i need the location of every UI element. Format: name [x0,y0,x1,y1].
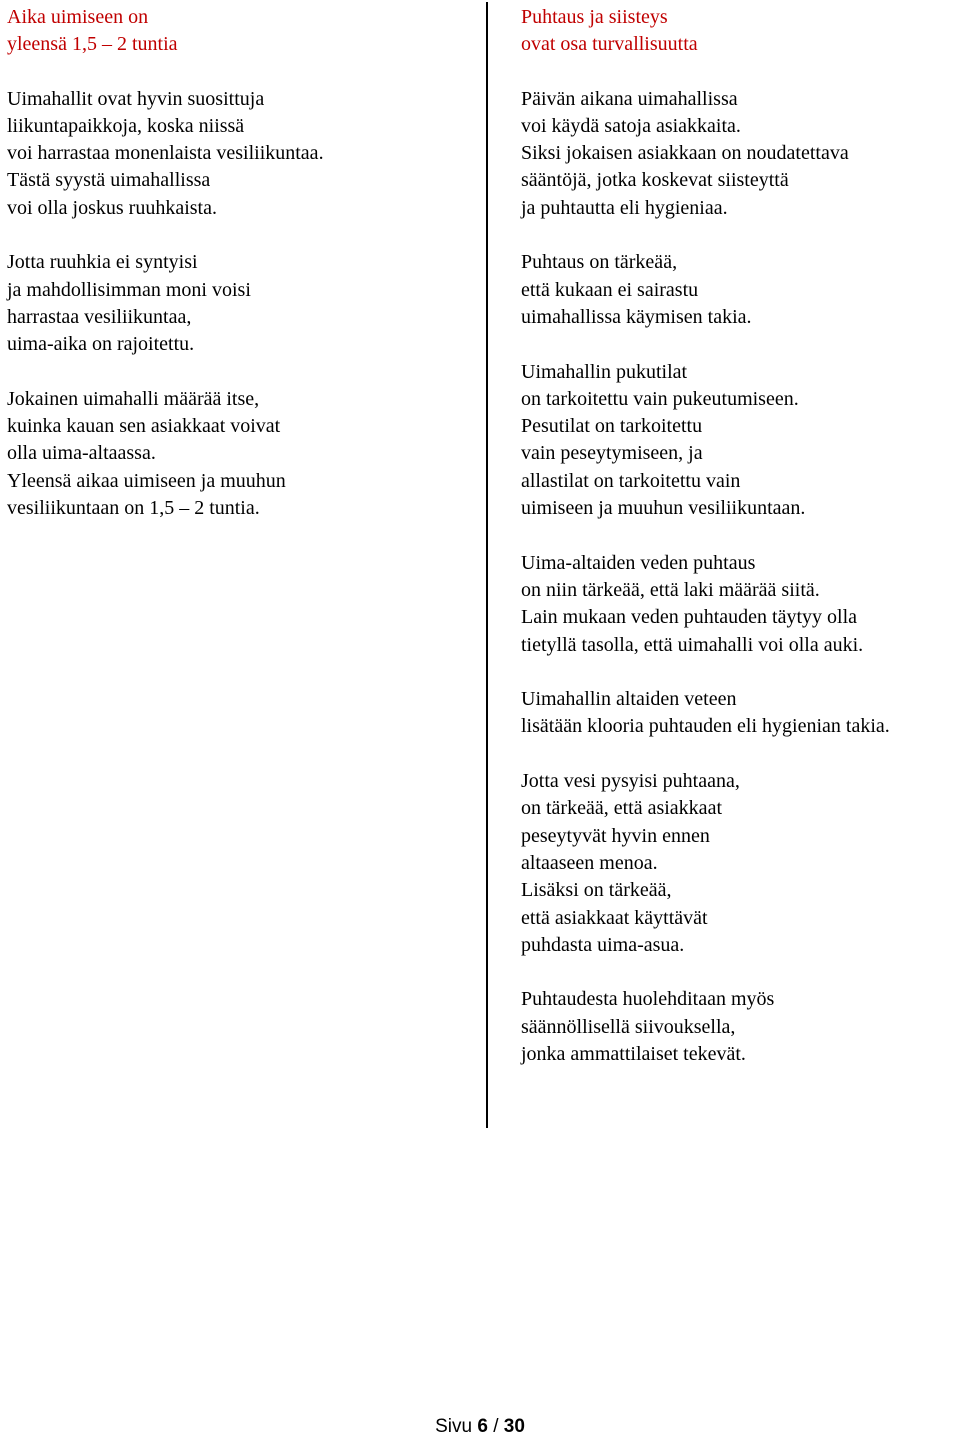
heading-line: Aika uimiseen on [7,6,149,28]
text-line: Lain mukaan veden puhtauden täytyy olla [521,606,858,629]
text-line: Tästä syystä uimahallissa [7,169,211,192]
text-line: Päivän aikana uimahallissa [521,87,738,110]
text-line: on niin tärkeää, että laki määrää siitä. [521,578,820,601]
page-footer [0,1415,960,1439]
text-line: peseytyvät hyvin ennen [521,824,710,847]
text-line: allastilat on tarkoitettu vain [521,469,741,492]
text-line: vesiliikuntaan on 1,5 – 2 tuntia. [7,497,260,520]
total-page-count: 30 [503,1416,525,1437]
text-line: puhdasta uima-asua. [521,933,685,956]
text-line: altaaseen menoa. [521,851,658,874]
text-line: olla uima-altaassa. [7,442,156,465]
paragraph [521,686,960,741]
paragraph [7,249,477,358]
text-line: että kukaan ei sairastu [521,278,699,301]
text-line: on tärkeää, että asiakkaat [521,797,722,820]
text-line: kuinka kauan sen asiakkaat voivat [7,415,281,438]
text-line: Yleensä aikaa uimiseen ja muuhun [7,469,286,492]
text-line: Jotta ruuhkia ei syntyisi [7,251,198,274]
text-line: Uimahallit ovat hyvin suosittuja [7,87,265,110]
text-line: Uimahallin altaiden veteen [521,688,737,711]
text-line: liikuntapaikkoja, koska niissä [7,114,245,137]
column-divider [486,2,488,1128]
text-line: vain peseytymiseen, ja [521,442,703,465]
paragraph [521,550,960,659]
text-line: Puhtaudesta huolehditaan myös [521,988,775,1011]
text-line: säännöllisellä siivouksella, [521,1015,736,1038]
left-heading [7,4,477,59]
text-line: Jokainen uimahalli määrää itse, [7,387,260,410]
text-line: jonka ammattilaiset tekevät. [521,1042,746,1065]
paragraph [7,86,477,222]
paragraph [521,359,960,523]
paragraph [7,386,477,522]
paragraph [521,768,960,959]
heading-line: ovat osa turvallisuutta [521,33,698,56]
text-line: on tarkoitettu vain pukeutumiseen. [521,387,799,410]
page-label: Sivu [435,1416,473,1437]
text-line: harrastaa vesiliikuntaa, [7,305,192,328]
text-line: ja mahdollisimman moni voisi [7,278,251,301]
paragraph [521,986,960,1068]
right-column [521,4,960,1096]
text-line: voi käydä satoja asiakkaita. [521,114,741,137]
text-line: Siksi jokaisen asiakkaan on noudatettava [521,142,849,165]
text-line: voi olla joskus ruuhkaista. [7,196,217,219]
text-line: uimiseen ja muuhun vesiliikuntaan. [521,497,806,520]
text-line: sääntöjä, jotka koskevat siisteyttä [521,169,789,192]
text-line: voi harrastaa monenlaista vesiliikuntaa. [7,142,324,165]
text-line: Uimahallin pukutilat [521,360,688,383]
current-page-number: 6 [477,1416,488,1437]
right-heading [521,4,960,59]
text-line: ja puhtautta eli hygieniaa. [521,196,728,219]
page-separator: / [493,1416,499,1437]
heading-line: yleensä 1,5 – 2 tuntia [7,33,178,56]
text-line: uimahallissa käymisen takia. [521,305,752,328]
text-line: Jotta vesi pysyisi puhtaana, [521,770,740,793]
text-line: tietyllä tasolla, että uimahalli voi olla auki. [521,633,864,656]
text-line: uima-aika on rajoitettu. [7,333,195,356]
text-line: Uima-altaiden veden puhtaus [521,551,756,574]
heading-line: Puhtaus ja siisteys [521,6,668,28]
paragraph [521,249,960,331]
text-line: Lisäksi on tärkeää, [521,879,672,902]
paragraph [521,86,960,222]
text-line: Pesutilat on tarkoitettu [521,415,703,438]
text-line: että asiakkaat käyttävät [521,906,708,929]
text-line: Puhtaus on tärkeää, [521,251,678,274]
left-column [7,4,477,550]
text-line: lisätään klooria puhtauden eli hygienian takia. [521,715,890,738]
